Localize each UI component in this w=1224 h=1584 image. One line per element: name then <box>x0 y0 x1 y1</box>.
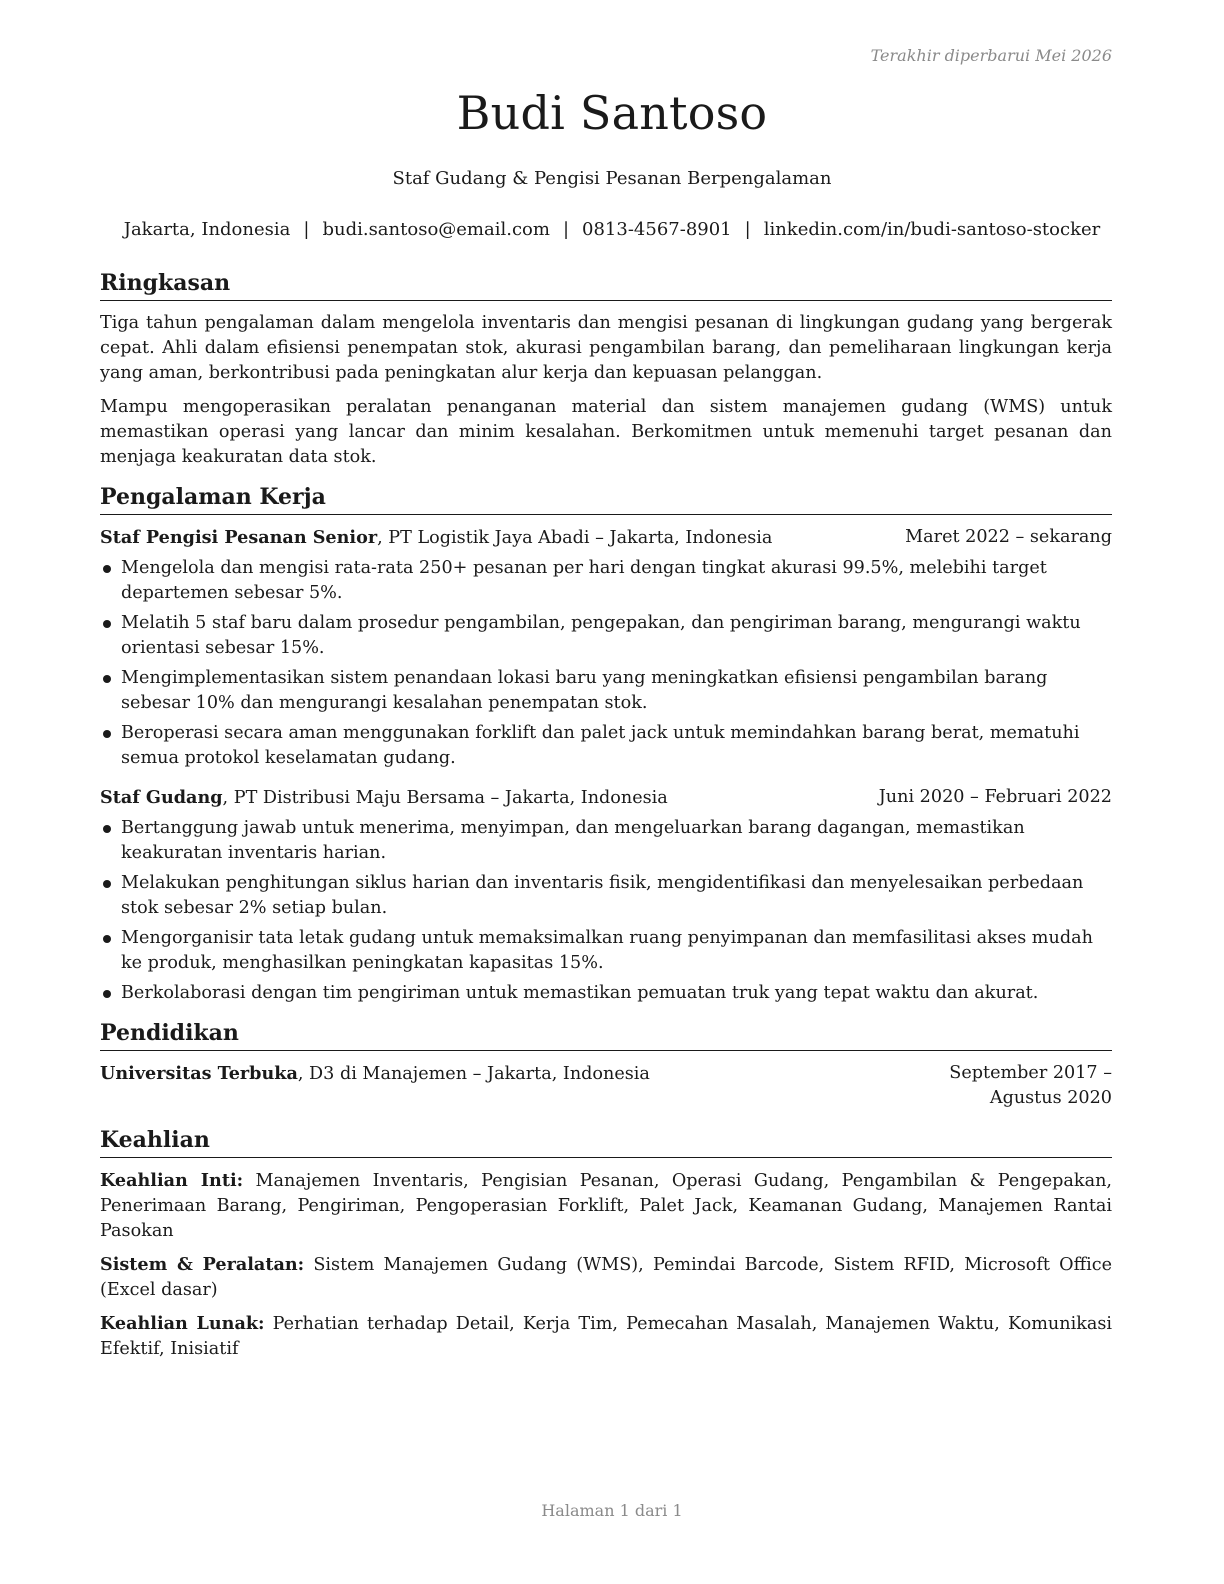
skill-group <box>100 1252 1112 1303</box>
page-number: Halaman 1 dari 1 <box>541 1501 683 1520</box>
list-item: Berkolaborasi dengan tim pengiriman untuk memastikan pemuatan truk yang tepat waktu dan akurat. <box>100 981 1112 1006</box>
summary-paragraph: Tiga tahun pengalaman dalam mengelola inventaris dan mengisi pesanan di lingkungan gudang yang bergerak cepat. Ahli dalam efisiensi penempatan stok, akurasi pengambilan barang, dan pemeliharaan lingkungan kerja yang aman, berkontribusi pada peningkatan alur kerja dan kepuasan pelanggan. <box>100 313 1112 383</box>
list-item: Bertanggung jawab untuk menerima, menyimpan, dan mengeluarkan barang dagangan, memastikan keakuratan inventaris harian. <box>100 816 1112 866</box>
list-item: Mengorganisir tata letak gudang untuk memaksimalkan ruang penyimpanan dan memfasilitasi akses mudah ke produk, menghasilkan peningkatan kapasitas 15%. <box>100 926 1112 976</box>
section-heading-experience: Pengalaman Kerja <box>100 482 1112 515</box>
list-item: Mengimplementasikan sistem penandaan lokasi baru yang meningkatkan efisiensi pengambilan barang sebesar 10% dan mengurangi kesalahan penempatan stok. <box>100 666 1112 716</box>
job-date: Juni 2020 – Februari 2022 <box>878 787 1112 807</box>
summary-section <box>100 268 1112 470</box>
skill-group-label: Keahlian Inti: <box>100 1170 244 1191</box>
resume-name: Budi Santoso <box>456 86 768 140</box>
skill-group <box>100 1168 1112 1244</box>
education-date: September 2017 – Agustus 2020 <box>949 1063 1112 1108</box>
experience-section <box>100 482 1112 1006</box>
job-company: , PT Logistik Jaya Abadi – Jakarta, Indonesia <box>377 528 773 548</box>
skill-group <box>100 1311 1112 1362</box>
contact-line <box>0 219 1224 240</box>
job-date: Maret 2022 – sekarang <box>905 527 1112 547</box>
education-section <box>100 1018 1112 1111</box>
education-entry <box>100 1061 1112 1111</box>
contact-linkedin[interactable]: linkedin.com/in/budi-santoso-stocker <box>763 219 1101 240</box>
contact-phone: 0813-4567-8901 <box>582 219 732 240</box>
job-company: , PT Distribusi Maju Bersama – Jakarta, Indonesia <box>222 788 668 808</box>
education-institution <box>100 1061 650 1111</box>
job-title: Staf Gudang <box>100 787 223 808</box>
skill-group-label: Sistem & Peralatan: <box>100 1254 305 1275</box>
skill-group-text: Sistem Manajemen Gudang (WMS), Pemindai Barcode, Sistem RFID, Microsoft Office (Excel dasar) <box>100 1255 1112 1300</box>
summary-paragraph: Mampu mengoperasikan peralatan penanganan material dan sistem manajemen gudang (WMS) untuk memastikan operasi yang lancar dan minim kesalahan. Berkomitmen untuk memenuhi target pesanan dan menjaga keakuratan data stok. <box>100 397 1112 467</box>
contact-separator: | <box>744 219 751 240</box>
last-updated-note: Terakhir diperbarui Mei 2026 <box>870 46 1112 65</box>
contact-separator: | <box>303 219 310 240</box>
job-title: Staf Pengisi Pesanan Senior <box>100 527 378 548</box>
contact-separator: | <box>562 219 570 240</box>
section-heading-skills: Keahlian <box>100 1125 1112 1158</box>
section-heading-summary: Ringkasan <box>100 268 1112 301</box>
contact-email[interactable]: budi.santoso@email.com <box>322 219 550 240</box>
job-header <box>100 785 1112 811</box>
skills-section <box>100 1125 1112 1362</box>
list-item: Beroperasi secara aman menggunakan forklift dan palet jack untuk memindahkan barang berat, mematuhi semua protokol keselamatan gudang. <box>100 721 1112 771</box>
skill-group-label: Keahlian Lunak: <box>100 1313 265 1334</box>
list-item: Melatih 5 staf baru dalam prosedur pengambilan, pengepakan, dan pengiriman barang, mengurangi waktu orientasi sebesar 15%. <box>100 611 1112 661</box>
contact-location: Jakarta, Indonesia <box>123 219 291 240</box>
job-role <box>100 525 772 551</box>
job-bullets <box>100 556 1112 771</box>
job-header <box>100 525 1112 551</box>
education-detail: , D3 di Manajemen – Jakarta, Indonesia <box>297 1064 650 1084</box>
list-item: Melakukan penghitungan siklus harian dan inventaris fisik, mengidentifikasi dan menyelesaikan perbedaan stok sebesar 2% setiap bulan. <box>100 871 1112 921</box>
skill-group-text: Perhatian terhadap Detail, Kerja Tim, Pemecahan Masalah, Manajemen Waktu, Komunikasi Efektif, Inisiatif <box>100 1314 1112 1359</box>
list-item: Mengelola dan mengisi rata-rata 250+ pesanan per hari dengan tingkat akurasi 99.5%, melebihi target departemen sebesar 5%. <box>100 556 1112 606</box>
job-bullets <box>100 816 1112 1006</box>
skill-group-text: Manajemen Inventaris, Pengisian Pesanan, Operasi Gudang, Pengambilan & Pengepakan, Penerimaan Barang, Pengiriman, Pengoperasian Forklift, Palet Jack, Keamanan Gudang, Manajemen Rantai Pasokan <box>100 1171 1112 1241</box>
job-entry <box>100 785 1112 1006</box>
resume-headline: Staf Gudang & Pengisi Pesanan Berpengalaman <box>392 168 832 189</box>
section-heading-education: Pendidikan <box>100 1018 1112 1051</box>
resume-body <box>100 268 1112 1374</box>
job-role <box>100 785 668 811</box>
education-school: Universitas Terbuka <box>100 1063 298 1084</box>
job-entry <box>100 525 1112 771</box>
